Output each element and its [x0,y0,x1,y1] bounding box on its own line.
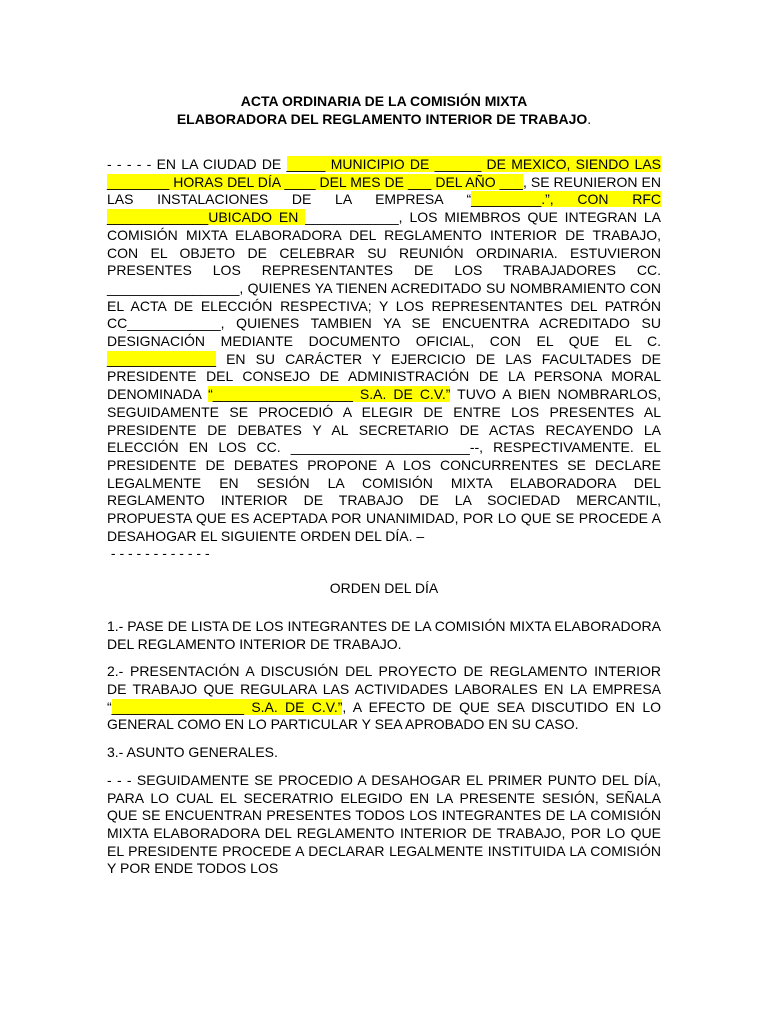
opening-text-5: TUVO A BIEN NOMBRARLOS, SEGUIDAMENTE SE PROCEDIÓ A ELEGIR DE ENTRE LOS PRESENTES AL PRESIDENTE DE DEBATES Y AL SECRETARIO DE ACTAS RECAYENDO LA ELECCIÓN EN LOS CC. _______________________--, RESPECTIVAMENTE. EL PRESIDENTE DE DEBATES PROPONE A LOS CONCURRENTES SE DECLARE LEGALMENTE EN SESIÓN LA COMISIÓN MIXTA ELABORADORA DEL REGLAMENTO INTERIOR DE TRABAJO DE LA SOCIEDAD MERCANTIL, PROPUESTA QUE ES ACEPTADA POR UNANIMIDAD, POR LO QUE SE PROCEDE A DESAHOGAR EL SIGUIENTE ORDEN DEL DÍA. – [107,386,661,544]
opening-text-3: ____________, LOS MIEMBROS QUE INTEGRAN LA COMISIÓN MIXTA ELABORADORA DEL REGLAMENTO INTERIOR DE TRABAJO, CON EL OBJETO DE CELEBRAR SU REUNIÓN ORDINARIA. ESTUVIERON PRESENTES LOS REPRESENTANTES DE LOS TRABAJADORES CC. _________________, QUIENES YA TIENEN ACREDITADO SU NOMBRAMIENTO CON EL ACTA DE ELECCIÓN RESPECTIVA; Y LOS REPRESENTANTES DEL PATRÓN CC____________, QUIENES TAMBIEN YA SE ENCUENTRA ACREDITADO SU DESIGNACIÓN MEDIANTE DOCUMENTO OFICIAL, CON EL QUE EL C. [107,209,662,350]
agenda-item-2-text-2: , A EFECTO DE QUE SEA DISCUTIDO EN LO GENERAL COMO EN LO PARTICULAR Y SEA APROBADO EN SU CASO. [107,698,661,733]
title-line-2-end: . [587,111,592,127]
agenda-item-1: 1.- PASE DE LISTA DE LOS INTEGRANTES DE LA COMISIÓN MIXTA ELABORADORA DEL REGLAMENTO INTERIOR DE TRABAJO. [107,617,661,652]
highlight-company-name-2: _________________ S.A. DE C.V.” [111,698,343,715]
title-line-1: ACTA ORDINARIA DE LA COMISIÓN MIXTA [240,93,528,109]
agenda-item-2 [107,663,661,734]
orden-del-dia-heading: ORDEN DEL DÍA [329,580,439,597]
agenda-item-3: 3.- ASUNTO GENERALES. [107,744,278,761]
dash-separator: - - - - - - - - - - - - [107,545,210,562]
opening-paragraph [107,156,661,545]
document-title [0,92,768,128]
title-line-2 [0,110,768,128]
opening-text-4: EN SU CARÁCTER Y EJERCICIO DE LAS FACULTADES DE PRESIDENTE DEL CONSEJO DE ADMINISTRACIÓN DE LA PERSONA MORAL DENOMINADA [107,350,661,403]
opening-text-2: , SE REUNIERON EN LAS INSTALACIONES DE LA EMPRESA “ [107,173,661,208]
title-line-2-text: ELABORADORA DEL REGLAMENTO INTERIOR DE TRABAJO [176,111,588,127]
closing-paragraph: - - - SEGUIDAMENTE SE PROCEDIO A DESAHOGAR EL PRIMER PUNTO DEL DÍA, PARA LO CUAL EL SECERATRIO ELEGIDO EN LA PRESENTE SESIÓN, SEÑALA QUE SE ENCUENTRAN PRESENTES TODOS LOS INTEGRANTES DE LA COMISIÓN MIXTA ELABORADORA DEL REGLAMENTO INTERIOR DE TRABAJO, POR LO QUE EL PRESIDENTE PROCEDE A DECLARAR LEGALMENTE INSTITUIDA LA COMISIÓN Y POR ENDE TODOS LOS [107,771,685,877]
opening-text-1: - - - - - EN LA CIUDAD DE [107,156,287,172]
highlight-president-name: ______________ [107,350,217,367]
document-body [107,156,685,878]
highlight-city-date: _____ MUNICIPIO DE ______ DE MEXICO, SIENDO LAS ________ HORAS DEL DÍA ____ DEL MES DE ___ DEL AÑO ___ [107,156,662,190]
agenda-item-2-text-1: 2.- PRESENTACIÓN A DISCUSIÓN DEL PROYECTO DE REGLAMENTO INTERIOR DE TRABAJO QUE REGULARA LAS ACTIVIDADES LABORALES EN LA EMPRESA “ [107,663,661,715]
highlight-company-name: “__________________ S.A. DE C.V.” [208,386,451,403]
highlight-company-rfc: _________.”, CON RFC _____________UBICADO EN [107,191,661,226]
